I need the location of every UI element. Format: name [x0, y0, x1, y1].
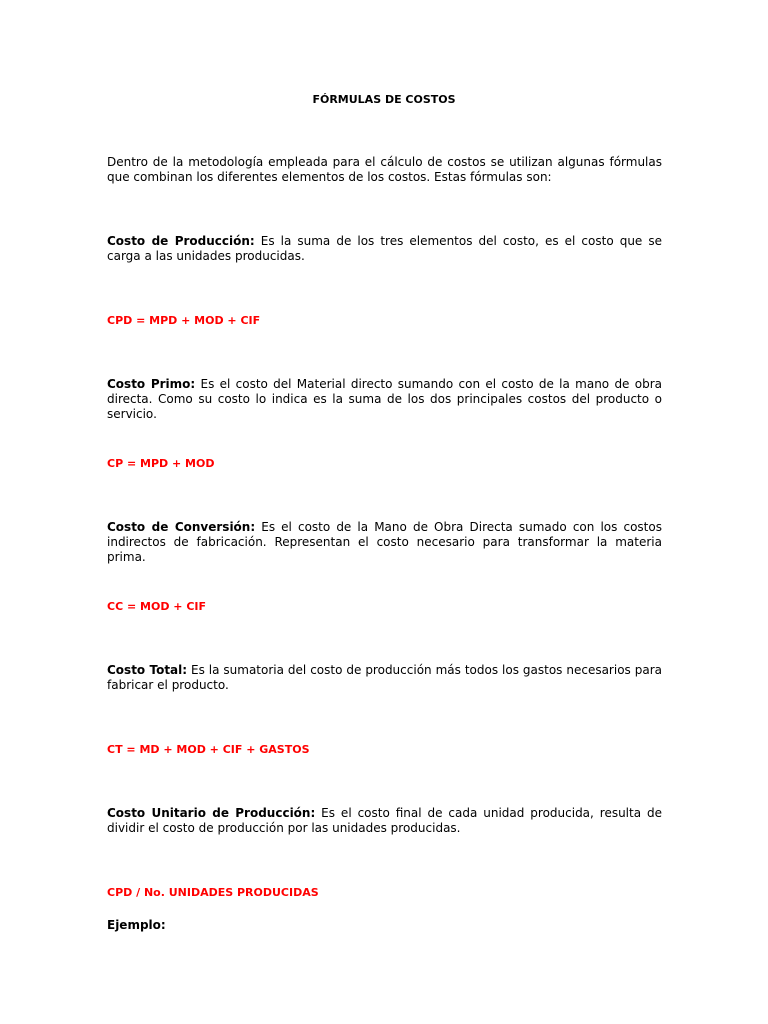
- section-costo-unitario: [107, 806, 662, 836]
- section-costo-conversion: [107, 520, 662, 565]
- formula-costo-primo: CP = MPD + MOD: [107, 457, 215, 470]
- section-costo-produccion: [107, 234, 662, 264]
- section-text: Es el costo del Material directo sumando con el costo de la mano de obra directa. Como su costo lo indica es la suma de los dos principales costos del producto o servicio.: [107, 377, 662, 421]
- section-text: Es la suma de los tres elementos del costo, es el costo que se carga a las unidades producidas.: [107, 234, 662, 263]
- section-text: Es la sumatoria del costo de producción más todos los gastos necesarios para fabricar el producto.: [107, 663, 662, 692]
- example-heading: Ejemplo:: [107, 918, 166, 932]
- formula-costo-total: CT = MD + MOD + CIF + GASTOS: [107, 743, 310, 756]
- formula-costo-conversion: CC = MOD + CIF: [107, 600, 207, 613]
- section-costo-primo: [107, 377, 662, 422]
- section-term: Costo de Producción:: [107, 234, 255, 248]
- section-text: Es el costo final de cada unidad producida, resulta de dividir el costo de producción por las unidades producidas.: [107, 806, 662, 835]
- section-term: Costo Primo:: [107, 377, 196, 391]
- formula-costo-produccion: CPD = MPD + MOD + CIF: [107, 314, 261, 327]
- section-term: Costo Unitario de Producción:: [107, 806, 316, 820]
- formula-costo-unitario: CPD / No. UNIDADES PRODUCIDAS: [107, 886, 319, 899]
- intro-paragraph: Dentro de la metodología empleada para el cálculo de costos se utilizan algunas fórmulas que combinan los diferentes elementos de los costos. Estas fórmulas son:: [107, 155, 662, 184]
- section-text: Es el costo de la Mano de Obra Directa sumado con los costos indirectos de fabricación. Representan el costo necesario para transformar la materia prima.: [107, 520, 662, 564]
- document-title: FÓRMULAS DE COSTOS: [312, 93, 456, 106]
- section-term: Costo de Conversión:: [107, 520, 256, 534]
- section-term: Costo Total:: [107, 663, 188, 677]
- section-costo-total: [107, 663, 662, 693]
